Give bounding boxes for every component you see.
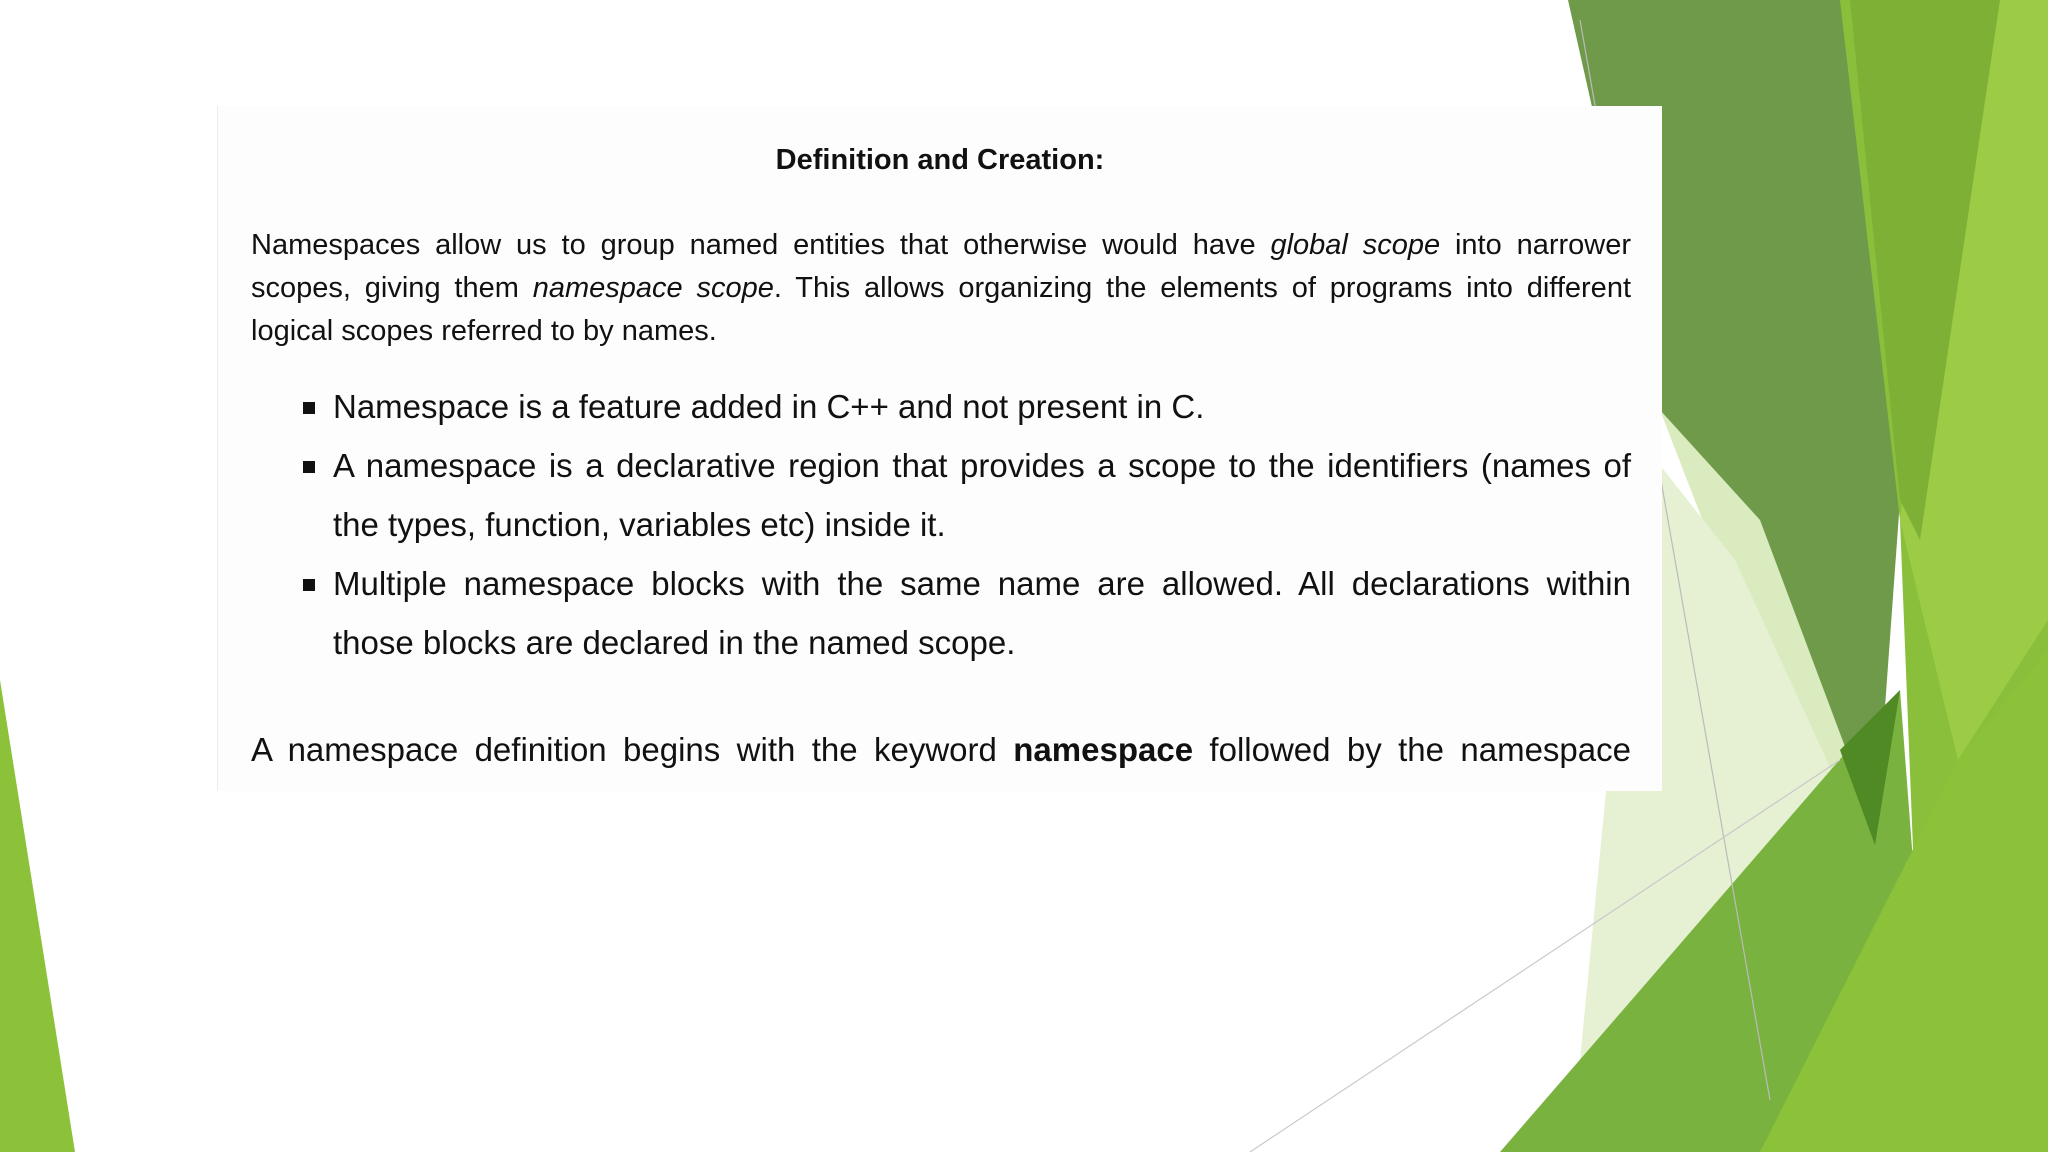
bullet-item <box>251 377 1631 436</box>
square-bullet-icon <box>303 461 315 473</box>
intro-text-1: Namespaces allow us to group named entities that otherwise would have <box>251 229 1271 261</box>
bullet-text: A namespace is a declarative region that provides a scope to the identifiers (names of the types, function, variables etc) inside it. <box>333 447 1631 543</box>
square-bullet-icon <box>303 402 315 414</box>
document-heading: Definition and Creation: <box>775 144 1105 176</box>
bullet-text: Multiple namespace blocks with the same name are allowed. All declarations within those blocks are declared in the named scope. <box>333 565 1631 661</box>
square-bullet-icon <box>303 579 315 591</box>
intro-paragraph <box>251 224 1631 353</box>
bullet-item <box>251 554 1631 672</box>
document-excerpt <box>217 106 1662 791</box>
bullet-item <box>251 436 1631 554</box>
intro-text-2: into narrower scopes, giving them <box>251 229 1632 304</box>
closing-text-after: followed by the namespace <box>1193 731 1631 768</box>
closing-sentence <box>251 730 1631 770</box>
intro-text-3: . This allows organizing the elements of programs into different logical scopes referred to by names. <box>251 272 1631 347</box>
intro-emphasis-namespace-scope: namespace scope <box>532 272 774 304</box>
bullet-text: Namespace is a feature added in C++ and not present in C. <box>333 388 1205 425</box>
closing-text-before: A namespace definition begins with the keyword <box>251 731 1014 768</box>
facet-left-green <box>0 680 75 1152</box>
intro-emphasis-global-scope: global scope <box>1270 229 1441 261</box>
closing-keyword: namespace <box>1013 731 1194 768</box>
bullet-list <box>251 377 1631 672</box>
